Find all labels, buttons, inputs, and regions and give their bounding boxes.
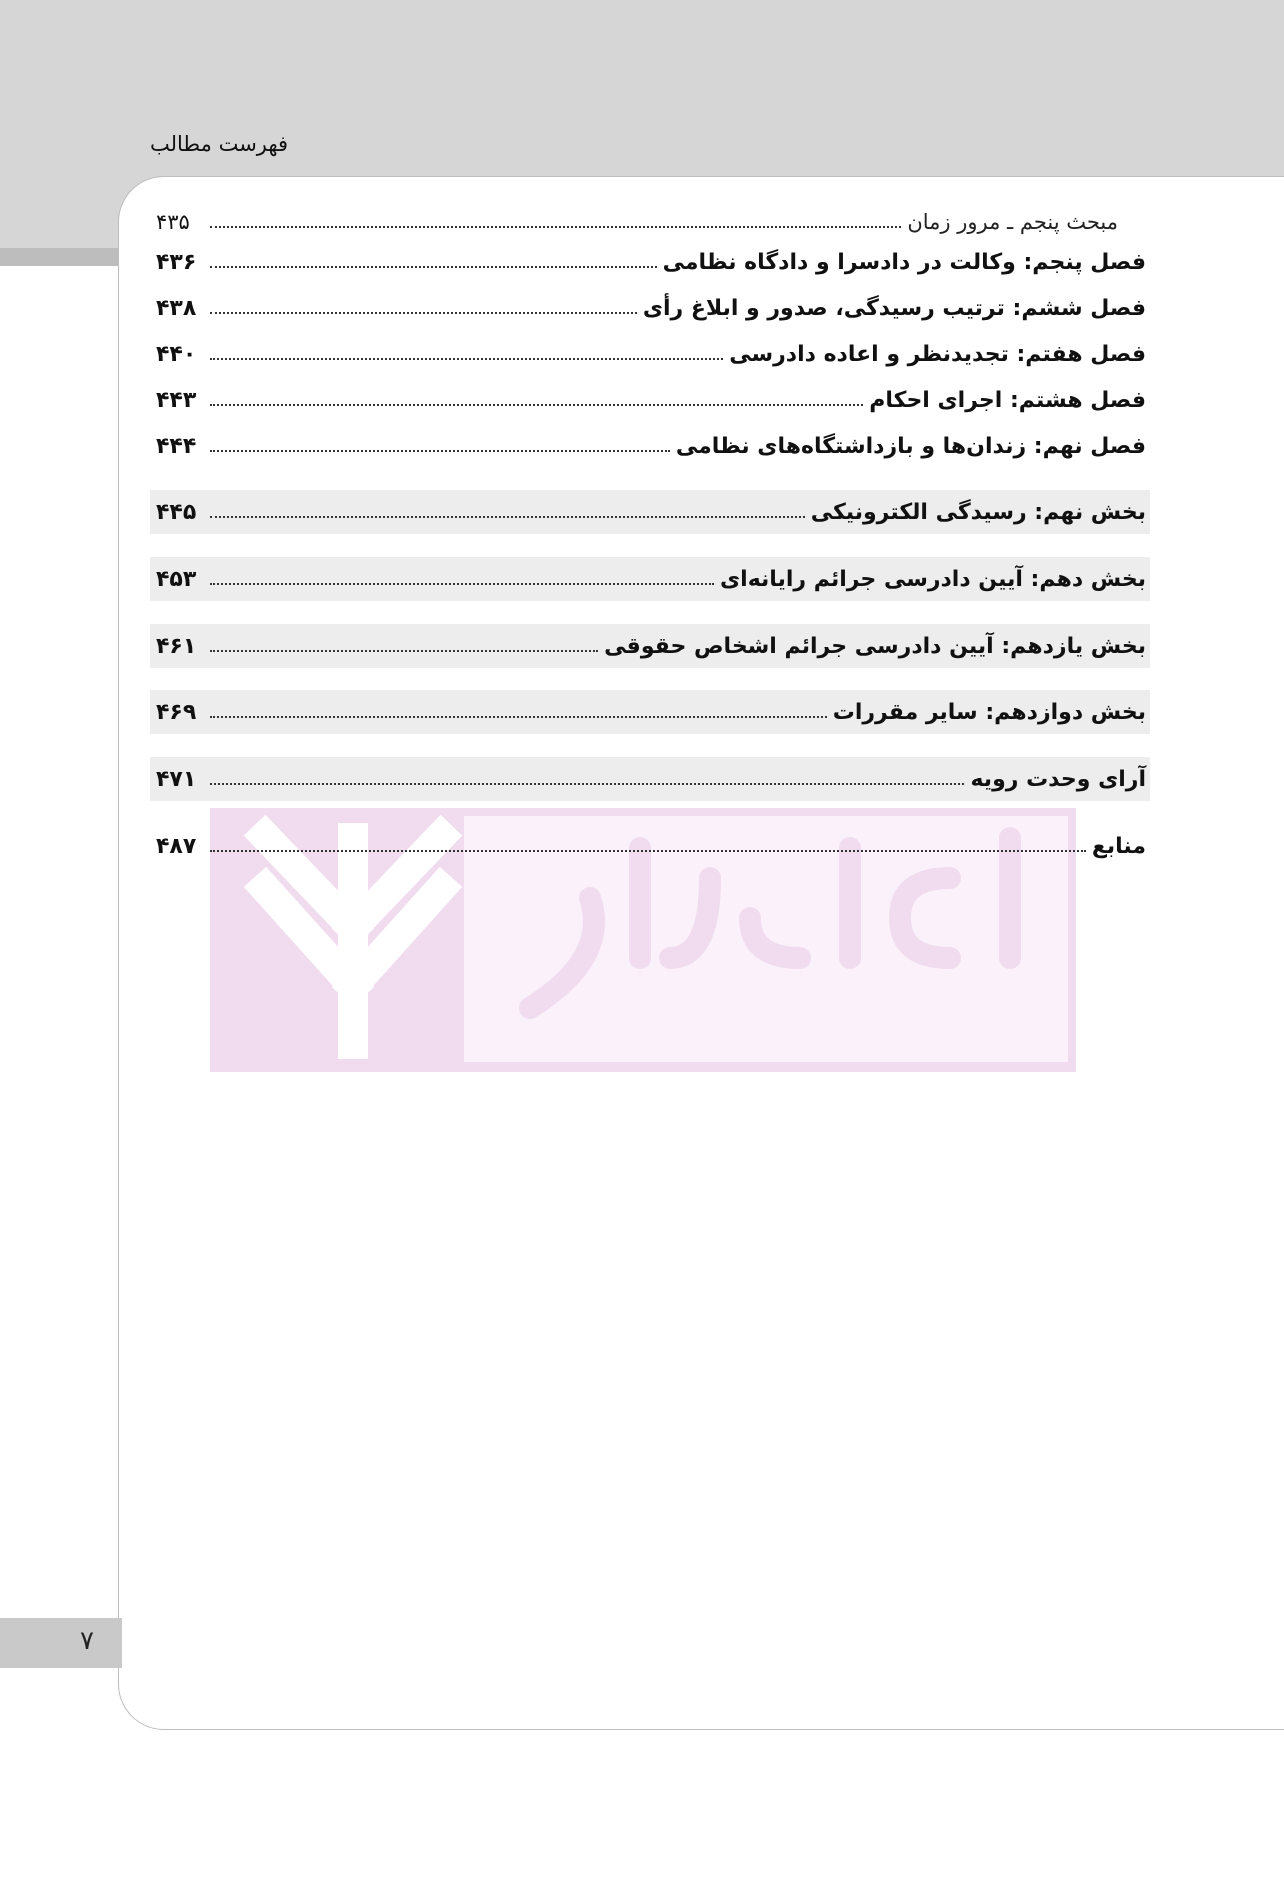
toc-entry-title: بخش دهم: آیین دادرسی جرائم رایانه‌ای — [720, 566, 1146, 592]
toc-entry-page: ۴۳۵ — [156, 210, 190, 234]
toc-entry-title: فصل ششم: ترتیب رسیدگی، صدور و ابلاغ رأی — [642, 295, 1146, 321]
toc-entry-title: بخش دوازدهم: سایر مقررات — [832, 699, 1146, 725]
toc-entry-title: فصل پنجم: وکالت در دادسرا و دادگاه نظامی — [662, 249, 1146, 275]
toc-entry-chapter-6[interactable] — [150, 286, 1150, 330]
toc-entry-title: منابع — [1091, 833, 1146, 859]
toc-entry-part-11[interactable] — [150, 624, 1150, 668]
toc-entry-part-9[interactable] — [150, 490, 1150, 534]
toc-entry-page: ۴۶۱ — [156, 633, 197, 659]
toc-entry-title: فصل هفتم: تجدیدنظر و اعاده دادرسی — [729, 341, 1146, 367]
toc-leader-dots — [210, 312, 637, 314]
page-number: ۷ — [80, 1626, 94, 1656]
toc-leader-dots — [210, 226, 901, 228]
page-header-title: فهرست مطالب — [150, 132, 289, 156]
toc-entry-chapter-5-topic-5[interactable] — [150, 200, 1150, 244]
toc-entry-chapter-7[interactable] — [150, 332, 1150, 376]
toc-entry-references[interactable] — [150, 824, 1150, 868]
toc-entry-chapter-8[interactable] — [150, 378, 1150, 422]
toc-leader-dots — [210, 404, 863, 406]
toc-entry-page: ۴۴۳ — [156, 387, 197, 413]
toc-entry-chapter-5[interactable] — [150, 240, 1150, 284]
toc-leader-dots — [210, 450, 670, 452]
toc-entry-page: ۴۴۴ — [156, 433, 197, 459]
toc-leader-dots — [210, 583, 714, 585]
left-stripe — [0, 248, 122, 266]
toc-leader-dots — [210, 516, 805, 518]
toc-entry-page: ۴۶۹ — [156, 699, 197, 725]
toc-entry-page: ۴۴۵ — [156, 499, 197, 525]
toc-entry-page: ۴۴۰ — [156, 341, 197, 367]
toc-entry-page: ۴۷۱ — [156, 766, 197, 792]
toc-entry-title: فصل هشتم: اجرای احکام — [869, 387, 1146, 413]
toc-entry-unified-rulings[interactable] — [150, 757, 1150, 801]
toc-entry-title: مبحث پنجم ـ مرور زمان — [907, 210, 1118, 234]
toc-entry-title: بخش یازدهم: آیین دادرسی جرائم اشخاص حقوقی — [604, 633, 1146, 659]
toc-entry-page: ۴۳۶ — [156, 249, 197, 275]
toc-entry-title: آرای وحدت رویه — [970, 766, 1146, 792]
toc-entry-chapter-9[interactable] — [150, 424, 1150, 468]
toc-leader-dots — [210, 850, 1086, 852]
toc-entry-page: ۴۸۷ — [156, 833, 197, 859]
toc-entry-page: ۴۵۳ — [156, 566, 197, 592]
toc-leader-dots — [210, 716, 827, 718]
toc-entry-page: ۴۳۸ — [156, 295, 197, 321]
toc-entry-part-10[interactable] — [150, 557, 1150, 601]
toc-leader-dots — [210, 358, 723, 360]
toc-entry-title: بخش نهم: رسیدگی الکترونیکی — [810, 499, 1146, 525]
toc-leader-dots — [210, 266, 657, 268]
toc-leader-dots — [210, 650, 598, 652]
toc-entry-title: فصل نهم: زندان‌ها و بازداشتگاه‌های نظامی — [675, 433, 1146, 459]
toc-entry-part-12[interactable] — [150, 690, 1150, 734]
toc-leader-dots — [210, 783, 964, 785]
